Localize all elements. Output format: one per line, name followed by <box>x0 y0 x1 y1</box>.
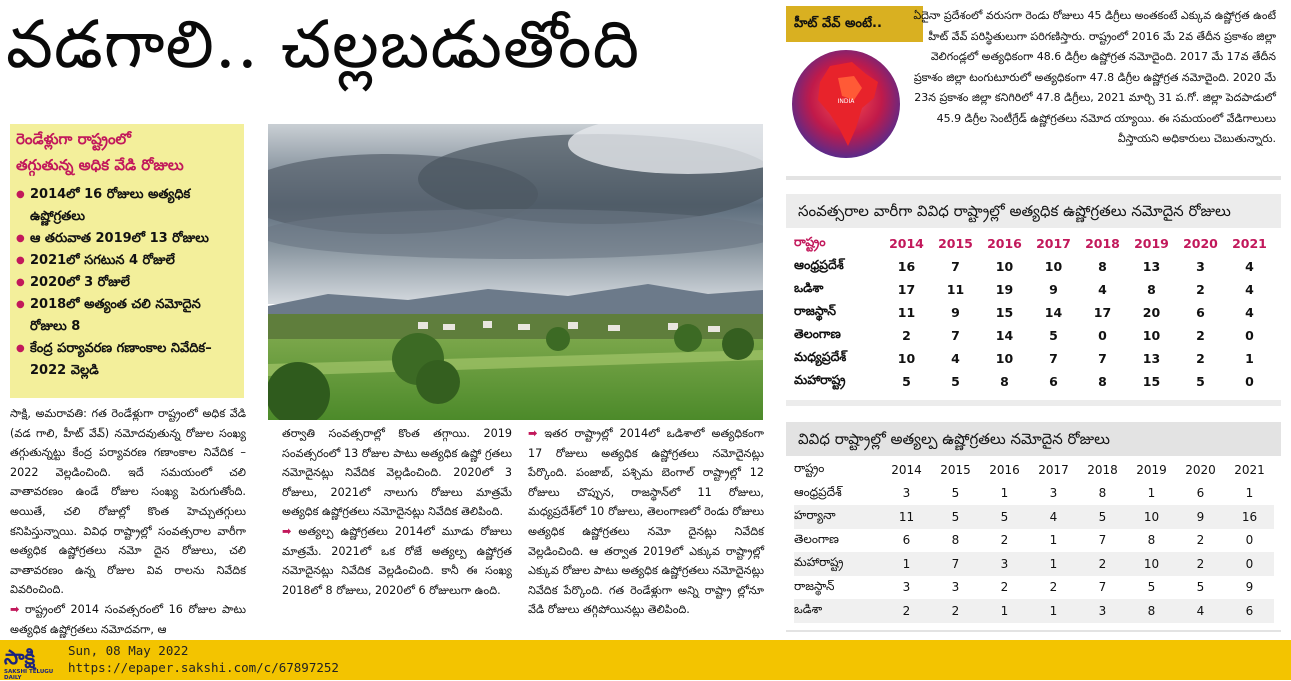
table-cell: 5 <box>902 374 911 389</box>
table-header-row <box>794 232 1274 255</box>
table-cell: 4 <box>951 351 960 366</box>
logo-text: సాక్షి <box>4 645 36 669</box>
highlight-item: ● కేంద్ర పర్యావరణ గణాంకాల నివేదిక–2022 వెల్లడి <box>16 338 238 382</box>
table-cell: 20 <box>1142 305 1161 320</box>
table-cell: 8 <box>1147 282 1156 297</box>
table-cell: 17 <box>1093 305 1112 320</box>
table-cell: 10 <box>1044 259 1063 274</box>
table-header-cell: 2019 <box>1134 236 1169 251</box>
table-cell: 10 <box>995 259 1014 274</box>
table-cell: ఆంధ్రప్రదేశ్ <box>794 484 842 499</box>
table-cell: 3 <box>902 486 911 501</box>
table-cell: 1 <box>1029 552 1078 576</box>
table-cell: 4 <box>1176 599 1225 623</box>
table-header-cell: 2020 <box>1183 236 1218 251</box>
table-cell: 3 <box>1049 486 1058 501</box>
table-cell: 13 <box>1142 259 1161 274</box>
table-row <box>794 576 1274 600</box>
table-cell: 16 <box>1225 505 1274 529</box>
table-cell: 3 <box>951 580 960 595</box>
table-cell: 10 <box>897 351 916 366</box>
map-label: INDIA <box>837 98 855 105</box>
table-cell: 4 <box>1029 505 1078 529</box>
table-cell: 9 <box>1176 505 1225 529</box>
table-header-cell: 2017 <box>1036 236 1071 251</box>
table-cell: మహారాష్ట్ర <box>794 552 882 576</box>
heatwave-text: ఏదైనా ప్రదేశంలో వరుసగా రెండు రోజులు 45 డిగ్రీలు అంతకంటే ఎక్కువ ఉష్ణోగ్రత ఉంటే హీట్ వేవ్ పరిస్థితులుగా పరిగణిస్తారు. రాష్ట్రంలో 2016 మే 2వ తేదీన ప్రకాశం జిల్లా వెలిగండ్లలో అత్యధికంగా 48.6 డిగ్రీల ఉష్ణోగ్రత నమోదైంది. 2017 మే 17వ తేదీన ప్రకాశం జిల్లా టంగుటూరులో అత్యధికంగా 47.8 డిగ్రీల ఉష్ణోగ్రత నమోదైంది. 2020 మే 23న ప్రకాశం జిల్లా కనిగిరిలో 47.8 డిగ్రీలు, 2021 మార్చి 31 ప.గో. జిల్లా పెదపాడులో 45.9 డిగ్రీల సెంటీగ్రేడ్ ఉష్ణోగ్రతలు నమోద య్యాయి. ఈ సమయంలో వేడిగాలులు వీస్తాయని అధికారులు చెబుతున్నారు. <box>913 9 1276 145</box>
article-paragraph: రాష్ట్రంలో 2014 సంవత్సరంలో 16 రోజుల పాటు అత్యధిక ఉష్ణోగ్రతలు నమోదవగా, ఆ <box>10 602 246 636</box>
footer-info <box>68 642 339 676</box>
highlight-item: ● 2020లో 3 రోజులే <box>16 272 238 294</box>
table-cell: 6 <box>1049 374 1058 389</box>
table-header-cell: 2015 <box>940 462 971 477</box>
table-cell: 5 <box>1147 580 1156 595</box>
table-cell: 7 <box>1098 580 1107 595</box>
table-cell: 3 <box>1196 259 1205 274</box>
hot-days-table <box>794 232 1274 393</box>
table-header-cell: 2021 <box>1234 462 1265 477</box>
table-cell: 8 <box>1000 374 1009 389</box>
table-cell: 5 <box>980 505 1029 529</box>
table-header-cell: 2014 <box>889 236 924 251</box>
highlight-item: ● 2021లో సగటున 4 రోజులే <box>16 250 238 272</box>
cold-days-table-title: వివిధ రాష్ట్రాల్లో అత్యల్ప ఉష్ణోగ్రతలు నమోదైన రోజులు <box>798 430 1110 448</box>
sakshi-logo <box>4 645 62 681</box>
table-header-cell: రాష్ట్రం <box>794 461 825 476</box>
table-cell: 7 <box>1049 351 1058 366</box>
table-cell: 13 <box>1142 351 1161 366</box>
table-cell: 14 <box>1044 305 1063 320</box>
footer-date: Sun, 08 May 2022 <box>68 643 189 658</box>
table-cell: 7 <box>1098 533 1107 548</box>
table-header-cell: 2020 <box>1185 462 1216 477</box>
highlight-item: ● 2018లో అత్యంత చలి నమోదైన రోజులు 8 <box>16 294 238 338</box>
table-cell: 2 <box>1078 552 1127 576</box>
table-cell: 4 <box>1245 259 1254 274</box>
table-header-cell: 2021 <box>1232 236 1267 251</box>
table-cell: 15 <box>995 305 1014 320</box>
highlights-title-line2: తగ్గుతున్న అధిక వేడి రోజులు <box>16 156 184 174</box>
table-cell: మధ్యప్రదేశ్ <box>794 349 847 364</box>
table-cell: ఆంధ్రప్రదేశ్ <box>794 257 844 272</box>
table-row <box>794 370 1274 393</box>
table-cell: 5 <box>1196 374 1205 389</box>
table-row <box>794 255 1274 278</box>
table-cell: 1 <box>980 599 1029 623</box>
table-row <box>794 505 1274 529</box>
table-cell: 0 <box>1098 328 1107 343</box>
table-cell: 7 <box>1098 351 1107 366</box>
table-cell: 6 <box>1196 486 1205 501</box>
arrow-bullet-icon: ➡ <box>282 524 292 538</box>
table-cell: 1 <box>1245 486 1254 501</box>
article-column-1 <box>10 404 246 639</box>
table-header-cell: 2018 <box>1087 462 1118 477</box>
landscape-photo <box>268 124 763 420</box>
table-cell: తెలంగాణ <box>794 531 839 546</box>
highlights-box <box>10 124 244 398</box>
table-cell: 2 <box>1196 351 1205 366</box>
table-cell: హర్యానా <box>794 505 882 529</box>
table-cell: 2 <box>1196 533 1205 548</box>
table-cell: 1 <box>1049 533 1058 548</box>
highlights-list <box>16 184 238 382</box>
table-cell: 4 <box>1098 282 1107 297</box>
table-cell: 6 <box>1225 599 1274 623</box>
table-cell: 15 <box>1142 374 1161 389</box>
logo-subtitle: SAKSHI TELUGU DAILY <box>4 669 54 681</box>
table-cell: 9 <box>1245 580 1254 595</box>
table-cell: 0 <box>1245 374 1254 389</box>
table-cell: 10 <box>1127 505 1176 529</box>
table-cell: 1 <box>1147 486 1156 501</box>
table-cell: 4 <box>1245 305 1254 320</box>
table-header-row <box>794 458 1274 482</box>
table-header-cell: 2016 <box>987 236 1022 251</box>
cold-days-table <box>794 458 1274 623</box>
table-cell: 0 <box>1225 552 1274 576</box>
table-cell: 19 <box>995 282 1014 297</box>
table-cell: 1 <box>1029 599 1078 623</box>
hot-days-table-title: సంవత్సరాల వారీగా వివిధ రాష్ట్రాల్లో అత్యధిక ఉష్ణోగ్రతలు నమోదైన రోజులు <box>798 202 1231 220</box>
table-cell: 5 <box>951 374 960 389</box>
table-cell: 8 <box>1098 374 1107 389</box>
table-cell: 9 <box>951 305 960 320</box>
table-cell: 0 <box>1245 533 1254 548</box>
table-header-cell: 2018 <box>1085 236 1120 251</box>
table-cell: 5 <box>951 486 960 501</box>
table-cell: 6 <box>1196 305 1205 320</box>
table-cell: 11 <box>897 305 916 320</box>
table-cell: 2 <box>902 328 911 343</box>
table-cell: 2 <box>1196 328 1205 343</box>
table-cell: 1 <box>1000 486 1009 501</box>
table-cell: 8 <box>1147 533 1156 548</box>
table-cell: 3 <box>980 552 1029 576</box>
table-cell: 9 <box>1049 282 1058 297</box>
table-row <box>794 482 1274 506</box>
page-headline: వడగాలి.. చల్లబడుతోంది <box>6 6 641 83</box>
table-cell: ఒడిశా <box>794 280 824 295</box>
article-paragraph: ఇతర రాష్ట్రాల్లో 2014లో ఒడిశాలో అత్యధికంగా 17 రోజులు అత్యధిక ఉష్ణోగ్రతలు నమోదైనట్లు పేర్కొంది. పంజాబ్, పశ్చిమ బెంగాల్ రాష్ట్రాల్లో 12 రోజులు చొప్పున, రాజస్థాన్‌లో 11 రోజులు, మధ్యప్రదేశ్‌లో 10 రోజులు, తెలంగాణలో రెండు రోజులు అత్యధిక ఉష్ణోగ్రతలు నమో దైనట్లు నివేదిక వెల్లడించింది. ఆ తర్వాత 2019లో ఎక్కువ రాష్ట్రాల్లో ఎక్కువ రోజుల పాటు అత్యధిక ఉష్ణోగ్రతలు నమోదైనట్లు నివేదిక పేర్కొంది. గత రెండేళ్లుగా అన్ని రాష్ట్రా ల్లోనూ వేడి రోజులు తగ్గిపోయినట్లు తెలిపింది. <box>528 427 764 617</box>
table-cell: 0 <box>1245 328 1254 343</box>
article-column-3 <box>528 424 764 620</box>
table-cell: 2 <box>882 599 931 623</box>
table-cell: 2 <box>1000 580 1009 595</box>
india-heat-map-icon <box>790 48 902 160</box>
table-cell: 7 <box>951 328 960 343</box>
table-cell: 2 <box>1196 282 1205 297</box>
table-cell: 7 <box>951 259 960 274</box>
article-paragraph: తర్వాతి సంవత్సరాల్లో కొంత తగ్గాయి. 2019 సంవత్సరంలో 13 రోజుల పాటు అత్యధిక ఉష్ణో గ్రతలు నమోదైనట్లు నివేదిక వెల్లడించింది. 2020లో 3 రోజులు, 2021లో నాలుగు రోజులు మాత్రమే అత్యధిక ఉష్ణోగ్రతలు నమోదైనట్లు నివేదిక తెలిపింది. <box>282 427 512 519</box>
table-cell: 10 <box>1127 552 1176 576</box>
table-cell: 2 <box>1049 580 1058 595</box>
table-cell: 8 <box>1127 599 1176 623</box>
article-paragraph: సాక్షి, అమరావతి: గత రెండేళ్లుగా రాష్ట్రంలో అధిక వేడి (వడ గాలి, హీట్ వేవ్) నమోదవుతున్న రోజుల సంఖ్య తగ్గుతున్నట్టు కేంద్ర పర్యావరణ గణాంకాల నివేదిక – 2022 వెల్లడించింది. ఇదే సమయంలో చలి వాతావరణం ఉండే రోజుల సంఖ్య పెరుగుతోంది. అయితే, చలి రోజుల్లో కొంత హెచ్చుతగ్గులు కనిపిస్తున్నాయి. వివిధ రాష్ట్రాల్లో సంవత్సరాల వారీగా అత్యధిక ఉష్ణోగ్రతలు నమో దైన రోజులు, చలి వాతావరణం ఉన్న రోజుల వివ రాలను నివేదిక వివరించింది. <box>10 407 246 597</box>
table-cell: రాజస్థాన్ <box>794 578 835 593</box>
table-header-cell: రాష్ట్రం <box>794 234 826 249</box>
table-cell: 2 <box>1000 533 1009 548</box>
table-cell: ఒడిశా <box>794 599 882 623</box>
table-header-cell: 2014 <box>891 462 922 477</box>
table-cell: 16 <box>897 259 916 274</box>
table-cell: 3 <box>1078 599 1127 623</box>
table-cell: 10 <box>995 351 1014 366</box>
table-cell: 5 <box>1078 505 1127 529</box>
table-header-cell: 2015 <box>938 236 973 251</box>
table-cell: 3 <box>902 580 911 595</box>
footer-url-link[interactable]: https://epaper.sakshi.com/c/67897252 <box>68 660 339 675</box>
table-cell: 8 <box>1098 486 1107 501</box>
table-cell: 2 <box>931 599 980 623</box>
highlight-item: ● ఆ తరువాత 2019లో 13 రోజులు <box>16 228 238 250</box>
table-row <box>794 552 1274 576</box>
table-cell: 4 <box>1245 282 1254 297</box>
table-row <box>794 347 1274 370</box>
table-cell: 7 <box>931 552 980 576</box>
table-cell: 6 <box>902 533 911 548</box>
table-cell: 1 <box>882 552 931 576</box>
table-row <box>794 529 1274 553</box>
table-cell: 8 <box>951 533 960 548</box>
table-cell: 17 <box>897 282 916 297</box>
hot-days-table-panel <box>786 194 1281 406</box>
table-cell: తెలంగాణ <box>794 326 841 341</box>
table-row <box>794 324 1274 347</box>
highlights-title-line1: రెండేళ్లుగా రాష్ట్రంలో <box>16 130 131 148</box>
table-row <box>794 278 1274 301</box>
table-cell: 2 <box>1176 552 1225 576</box>
table-cell: 5 <box>1196 580 1205 595</box>
table-header-cell: 2019 <box>1136 462 1167 477</box>
heatwave-label: హీట్ వేవ్ అంటే.. <box>786 6 923 42</box>
table-cell: 5 <box>931 505 980 529</box>
cold-days-table-panel <box>786 422 1281 632</box>
table-cell: రాజస్థాన్ <box>794 303 837 318</box>
article-column-2 <box>282 424 512 600</box>
article-paragraph: అత్యల్ప ఉష్ణోగ్రతలు 2014లో మూడు రోజులు మాత్రమే. 2021లో ఒక రోజే అత్యల్ప ఉష్ణోగ్రత నమోదైనట్లు నివేదిక వెల్లడించింది. కానీ ఈ సంఖ్య 2018లో 8 రోజులు, 2020లో 6 రోజులుగా ఉంది. <box>282 524 512 597</box>
highlight-item: ● 2014లో 16 రోజులు అత్యధిక ఉష్ణోగ్రతలు <box>16 184 238 228</box>
table-cell: 11 <box>946 282 965 297</box>
table-cell: 14 <box>995 328 1014 343</box>
arrow-bullet-icon: ➡ <box>10 602 20 616</box>
table-header-cell: 2017 <box>1038 462 1069 477</box>
table-cell: 1 <box>1245 351 1254 366</box>
table-cell: 8 <box>1098 259 1107 274</box>
table-cell: 11 <box>882 505 931 529</box>
table-cell: 10 <box>1142 328 1161 343</box>
table-row <box>794 301 1274 324</box>
table-cell: మహారాష్ట్ర <box>794 372 846 387</box>
table-cell: 5 <box>1049 328 1058 343</box>
arrow-bullet-icon: ➡ <box>528 427 538 440</box>
table-header-cell: 2016 <box>989 462 1020 477</box>
table-row <box>794 599 1274 623</box>
